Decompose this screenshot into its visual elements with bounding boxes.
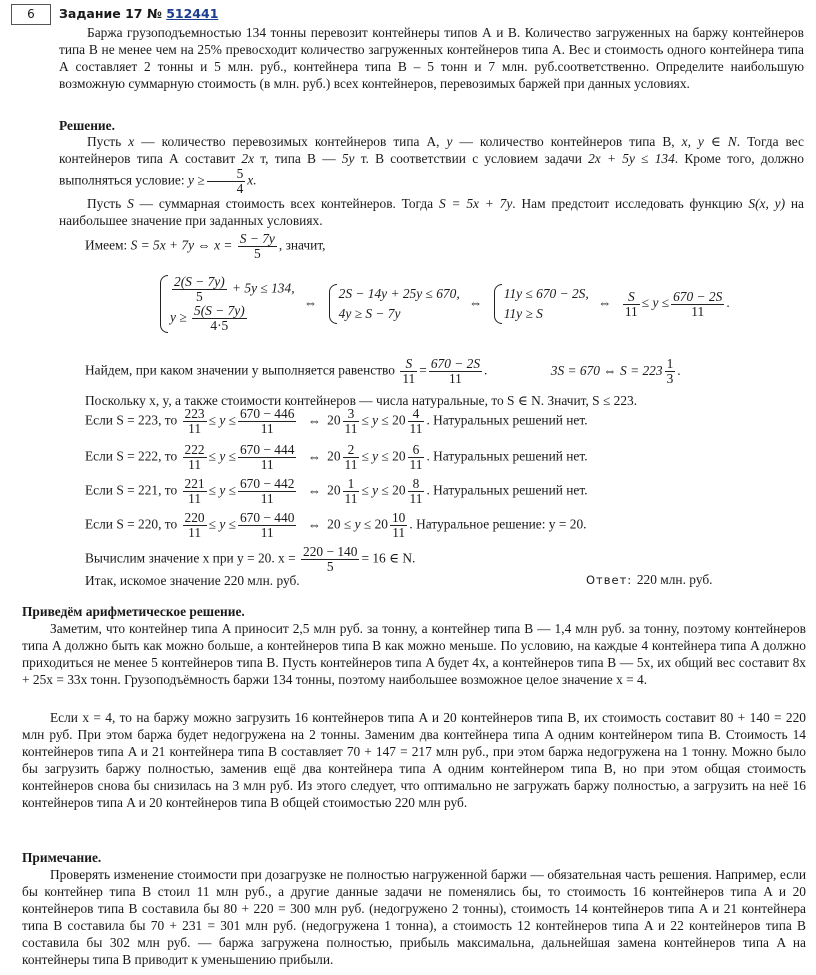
case-row-223: Если S = 223, то $\frac{223}{11}$ ≤ y ≤ $\frac{670 - 446}{11}$ ⇔ 20 $\frac{3}{11}$ ≤ y ≤ 20 $\frac{4}{11}$ . Натуральных решений нет. bbox=[85, 406, 588, 436]
arithmetic-paragraph-2: Если x = 4, то на баржу можно загрузить 16 контейнеров типа A и 20 контейнеров типа B, их стоимость составит 80 + 140 = 220 млн руб. При этом баржа будет недогружена на 2 тонны. Заменим два контейнера типа A одним контейнером типа B. Стоимость 14 контейнеров типа A и 21 контейнера типа B составляет 70 + 147 = 217 млн руб., при этом баржа недогружена на 1 тонну. Можно было бы загрузить баржу полностью, заменив ещё два контейнера типа A одним контейнером типа B, но при этом общая стоимость контейнеров снова бы снизилась на 3 млн руб. Из этого следует, что оптимально не загружать баржу полностью, а загрузить на неё 16 контейнеров типа A и 20 контейнеров типа B общей стоимостью 220 млн руб. bbox=[22, 710, 806, 810]
case-row-220: Если S = 220, то $\frac{220}{11}$ ≤ y ≤ $\frac{670 - 440}{11}$ ⇔ 20 ≤ y ≤ 20 $\frac{10}{11}$ . Натуральное решение: y = 20. bbox=[85, 510, 587, 540]
task-id-link[interactable]: 512441 bbox=[166, 6, 219, 21]
solution-paragraph-1: Пусть x — количество перевозимых контейнеров типа А, y — количество контейнеров типа В, x, y ∈ N. Тогда вес контейнеров типа А составит 2x т, типа В — 5y т. В соответствии с условием задачи 2x + 5y ≤ 134. Кроме того, должно выполняться условие: y ≥ $\frac{5}{4}$ x. bbox=[59, 134, 805, 196]
answer-label: Ответ: bbox=[586, 573, 633, 587]
note-paragraph: Проверять изменение стоимости при дозагрузке не полностью нагруженной баржи — обязательная часть решения. Например, если бы контейнер типа B стоил 11 млн руб., а другие данные задачи не поменялись бы, то стоимость 16 контейнеров типа A и 20 контейнеров типа B составила бы 80 + 220 = 300 млн руб. (недогружено 2 тонны), стоимость 14 контейнеров типа A и 21 контейнера типа B составила бы 70 + 231 = 301 млн руб. (недогружена 1 тонна), а стоимость 12 контейнеров типа A и 22 контейнеров типа B составила бы 302 млн руб. — баржа загружена полностью, прибыль максимальна, дальнейшая замена контейнеров типа A на контейнеры типа B приводит к уменьшению прибыли. bbox=[22, 867, 806, 967]
task-title-prefix: Задание 17 № bbox=[59, 6, 162, 21]
system-of-inequalities: $\frac{2(S - 7y)}{5}$ + 5y ≤ 134, y ≥ $\frac{5(S - 7y)}{4\cdot 5}$ ⇔ 2S − 14y + 25y ≤ 670, 4y ≥ S − 7y ⇔ 11y ≤ 670 − 2S, 11y ≥ S ⇔ $\frac{S}{11}$ ≤ y ≤ $\frac{670 - 2S}{11}$ . bbox=[158, 275, 730, 333]
case-row-221: Если S = 221, то $\frac{221}{11}$ ≤ y ≤ $\frac{670 - 442}{11}$ ⇔ 20 $\frac{1}{11}$ ≤ y ≤ 20 $\frac{8}{11}$ . Натуральных решений нет. bbox=[85, 476, 588, 506]
case-row-222: Если S = 222, то $\frac{222}{11}$ ≤ y ≤ $\frac{670 - 444}{11}$ ⇔ 20 $\frac{2}{11}$ ≤ y ≤ 20 $\frac{6}{11}$ . Натуральных решений нет. bbox=[85, 442, 588, 472]
arithmetic-paragraph-1: Заметим, что контейнер типа A приносит 2,5 млн руб. за тонну, а контейнер типа B — 1,4 млн руб. за тонну, поэтому контейнеров типа A должно быть как можно больше, а контейнеров типа B как можно меньше. По условию, на каждые 4 контейнера типа A должно приходиться не менее 5 контейнеров типа B. Пусть контейнеров типа A будет 4x, а контейнеров типа B — 5x, их общий вес составит 8x + 25x = 33x тонн. Грузоподъёмность баржи 134 тонны, поэтому наибольшее возможное целое значение x = 4. bbox=[22, 621, 806, 687]
compute-x: Вычислим значение x при y = 20. x = $\frac{220 - 140}{5}$ = 16 ∈ N. bbox=[85, 544, 416, 574]
answer bbox=[586, 571, 713, 589]
task-statement: Баржа грузоподъемностью 134 тонны перевозит контейнеры типов А и В. Количество загруженных на баржу контейнеров типа В не менее чем на 25% превосходит количество загруженных контейнеров типа А. Вес и стоимость одного контейнера типа А составляет 2 тонны и 5 млн. руб., контейнера типа В – 5 тонн и 7 млн. руб.соответственно. Определите наибольшую возможную суммарную стоимость (в млн. руб.) всех контейнеров, перевозимых баржей при данных условиях. bbox=[59, 25, 804, 91]
find-equality: Найдем, при каком значении y выполняется равенство $\frac{S}{11}$ = $\frac{670 - 2S}{11}$ . 3S = 670 ⇔ S = 223 $\frac{1}{3}$ . bbox=[85, 356, 681, 386]
since-text: Поскольку x, y, а также стоимости контейнеров — числа натуральные, то S ∈ N. Значит, S ≤ 223. bbox=[85, 393, 638, 408]
task-number-box: 6 bbox=[11, 4, 51, 25]
arithmetic-heading: Приведём арифметическое решение. bbox=[22, 604, 245, 619]
have-equation: Имеем: S = 5x + 7y ⇔ x = $\frac{S - 7y}{5}$ , значит, bbox=[85, 231, 326, 261]
answer-value: 220 млн. руб. bbox=[636, 572, 713, 587]
conclusion-text: Итак, искомое значение 220 млн. руб. bbox=[85, 573, 300, 588]
solution-heading: Решение. bbox=[59, 118, 115, 133]
task-title bbox=[59, 5, 218, 22]
solution-paragraph-2: Пусть S — суммарная стоимость всех контейнеров. Тогда S = 5x + 7y. Нам предстоит исследовать функцию S(x, y) на наибольшее значение при заданных условиях. bbox=[59, 196, 804, 228]
note-heading: Примечание. bbox=[22, 850, 102, 865]
